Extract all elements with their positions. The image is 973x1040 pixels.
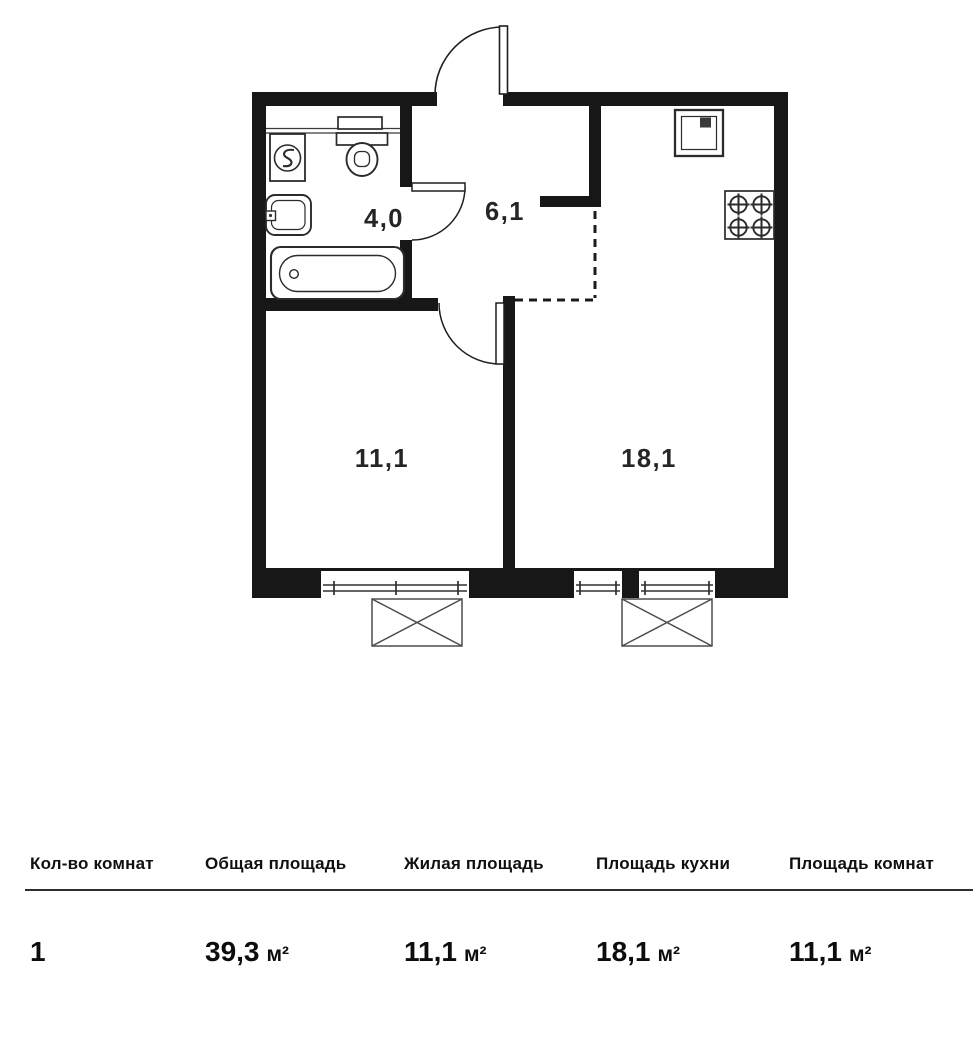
- doors: [412, 26, 508, 364]
- living-room-area-label: 11,1: [354, 445, 410, 473]
- wall-bathroom-right-upper: [400, 106, 412, 187]
- spec-header-rooms-count: Кол-во комнат: [30, 854, 154, 873]
- spec-header-living-area: Жилая площадь: [404, 854, 544, 873]
- wall-hallway-kitchen: [589, 106, 601, 206]
- wall-top-left: [252, 92, 437, 106]
- kitchen-area-unit: м²: [657, 943, 681, 966]
- wall-right: [774, 92, 788, 598]
- room-area-labels: [355, 198, 677, 473]
- living-area-number: 11,1: [404, 936, 457, 967]
- bathtub-icon: [271, 247, 404, 299]
- rooms-area-number: 11,1: [789, 936, 842, 967]
- rooms-count-number: 1: [30, 936, 46, 967]
- bathroom-area-label: 4,0: [364, 205, 404, 233]
- living-area-unit: м²: [463, 943, 487, 966]
- washing-machine-icon: [270, 134, 305, 181]
- bathroom-door-icon: [412, 183, 465, 240]
- total-area-number: 39,3: [205, 936, 260, 967]
- rooms-area-unit: м²: [848, 943, 872, 966]
- wash-basin-icon: [266, 195, 311, 235]
- hallway-area-label: 6,1: [485, 198, 525, 226]
- total-area-unit: м²: [266, 943, 290, 966]
- balcony-boxes: [372, 599, 712, 646]
- wall-hallway-kitchen-stub: [540, 196, 601, 207]
- entrance-door-icon: [435, 26, 508, 95]
- stove-icon: [725, 191, 774, 239]
- wall-between-rooms: [503, 296, 515, 568]
- spec-header-kitchen-area: Площадь кухни: [596, 854, 731, 873]
- outer-walls: [252, 92, 788, 598]
- wall-left: [252, 92, 266, 598]
- wall-top-right: [503, 92, 788, 106]
- spec-header-total-area: Общая площадь: [205, 854, 347, 873]
- spec-header-rooms-area: Площадь комнат: [789, 854, 935, 873]
- kitchen-area-label: 18,1: [621, 445, 677, 473]
- living-room-door-icon: [439, 303, 504, 364]
- kitchen-sink-icon: [675, 110, 723, 156]
- kitchen-area-number: 18,1: [596, 936, 651, 967]
- toilet-icon: [337, 117, 388, 176]
- kitchen-fixtures: [675, 110, 774, 239]
- kitchen-zone-dashed-boundary: [515, 211, 595, 300]
- interior-walls: [266, 106, 601, 568]
